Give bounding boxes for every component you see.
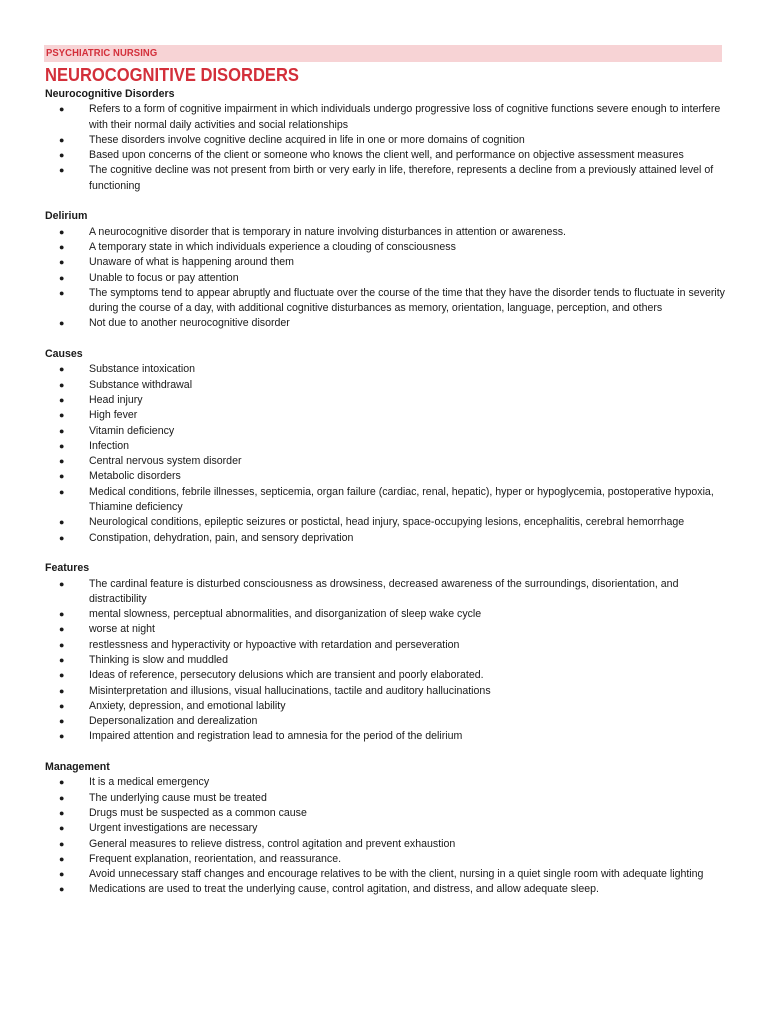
list-item-text: Substance withdrawal (89, 378, 193, 391)
page-title: NEUROCOGNITIVE DISORDERS (45, 65, 299, 85)
list-item (45, 668, 735, 683)
list-item (45, 240, 735, 255)
list-item (45, 714, 735, 729)
section-neurocognitive-disorders (45, 87, 735, 194)
list-item (45, 882, 735, 897)
list-item-text: Frequent explanation, reorientation, and reassurance. (89, 852, 342, 865)
bullet-list (45, 775, 735, 897)
list-item (45, 837, 735, 852)
list-item (45, 806, 735, 821)
list-item-text: Based upon concerns of the client or someone who knows the client well, and performance on objective assessment measures (89, 149, 684, 162)
list-item-text: General measures to relieve distress, control agitation and prevent exhaustion (89, 837, 456, 850)
bullet-icon: ● (59, 792, 65, 803)
bullet-icon: ● (59, 257, 65, 268)
bullet-icon: ● (59, 410, 65, 421)
list-item-text: Ideas of reference, persecutory delusions which are transient and poorly elaborated. (89, 669, 484, 682)
list-item (45, 454, 735, 469)
list-item-text: Substance intoxication (89, 363, 196, 376)
list-item (45, 439, 735, 454)
list-item-text: Impaired attention and registration lead to amnesia for the period of the delirium (89, 730, 463, 743)
list-item-text: Unaware of what is happening around them (89, 256, 294, 269)
bullet-icon: ● (59, 716, 65, 727)
section-heading: Management (45, 761, 110, 774)
bullet-icon: ● (59, 486, 65, 497)
list-item-text: A neurocognitive disorder that is temporary in nature involving disturbances in attention or awareness. (89, 225, 566, 238)
section-delirium (45, 209, 735, 331)
list-item (45, 821, 735, 836)
bullet-icon: ● (59, 379, 65, 390)
bullet-icon: ● (59, 532, 65, 543)
list-item-text: The underlying cause must be treated (89, 791, 267, 804)
bullet-icon: ● (59, 654, 65, 665)
list-item-text: Depersonalization and derealization (89, 715, 258, 728)
list-item-text: worse at night (89, 623, 155, 636)
section-heading: Causes (45, 348, 83, 361)
bullet-icon: ● (59, 150, 65, 161)
list-item (45, 577, 735, 608)
document-body (45, 87, 735, 898)
list-item-text: Urgent investigations are necessary (89, 822, 258, 835)
bullet-icon: ● (59, 440, 65, 451)
bullet-icon: ● (59, 318, 65, 329)
bullet-icon: ● (59, 394, 65, 405)
list-item (45, 867, 735, 882)
list-item (45, 729, 735, 744)
list-item (45, 271, 735, 286)
list-item-text: It is a medical emergency (89, 776, 210, 789)
list-item (45, 515, 735, 530)
list-item (45, 638, 735, 653)
list-item (45, 378, 735, 393)
list-item-text: Anxiety, depression, and emotional lability (89, 699, 286, 712)
list-item (45, 362, 735, 377)
bullet-icon: ● (59, 807, 65, 818)
list-item-text: Avoid unnecessary staff changes and encourage relatives to be with the client, nursing in a quiet single room with adequate lighting (89, 868, 704, 881)
list-item (45, 653, 735, 668)
list-item (45, 225, 735, 240)
section-heading: Delirium (45, 210, 88, 223)
bullet-icon: ● (59, 287, 65, 298)
bullet-list (45, 225, 735, 332)
list-item-text: Constipation, dehydration, pain, and sensory deprivation (89, 531, 354, 544)
list-item-text: The symptoms tend to appear abruptly and fluctuate over the course of the time that they have the disorder tends to fluctuate in severity during the course of a day, with additional cognitive disturbances as memory, orientation, language, perception, and others (89, 286, 725, 315)
list-item-text: Head injury (89, 393, 143, 406)
bullet-icon: ● (59, 471, 65, 482)
section-heading: Neurocognitive Disorders (45, 88, 175, 100)
list-item-text: Central nervous system disorder (89, 455, 242, 468)
bullet-icon: ● (59, 823, 65, 834)
list-item-text: Not due to another neurocognitive disorder (89, 317, 290, 330)
bullet-icon: ● (59, 578, 65, 589)
bullet-icon: ● (59, 272, 65, 283)
list-item-text: Vitamin deficiency (89, 424, 175, 437)
list-item (45, 424, 735, 439)
list-item-text: restlessness and hyperactivity or hypoactive with retardation and perseveration (89, 638, 460, 651)
list-item (45, 775, 735, 790)
list-item (45, 852, 735, 867)
bullet-list (45, 577, 735, 745)
bullet-icon: ● (59, 425, 65, 436)
list-item (45, 286, 735, 317)
bullet-list (45, 362, 735, 546)
bullet-icon: ● (59, 241, 65, 252)
list-item (45, 469, 735, 484)
list-item-text: These disorders involve cognitive decline acquired in life in one or more domains of cognition (89, 133, 525, 146)
bullet-icon: ● (59, 884, 65, 895)
section-causes (45, 347, 735, 546)
bullet-icon: ● (59, 838, 65, 849)
bullet-icon: ● (59, 700, 65, 711)
list-item-text: Medical conditions, febrile illnesses, septicemia, organ failure (cardiac, renal, hepatic), hyper or hypoglycemia, postoperative hypoxia, Thiamine deficiency (89, 485, 714, 514)
list-item-text: Misinterpretation and illusions, visual hallucinations, tactile and auditory hallucinations (89, 684, 491, 697)
list-item (45, 699, 735, 714)
bullet-icon: ● (59, 226, 65, 237)
list-item-text: Medications are used to treat the underlying cause, control agitation, and distress, and allow adequate sleep. (89, 883, 599, 896)
list-item-text: High fever (89, 409, 138, 422)
section-management (45, 760, 735, 898)
list-item (45, 791, 735, 806)
bullet-icon: ● (59, 853, 65, 864)
list-item (45, 607, 735, 622)
section-heading: Features (45, 562, 90, 575)
list-item-text: Metabolic disorders (89, 470, 181, 483)
bullet-icon: ● (59, 869, 65, 880)
list-item (45, 684, 735, 699)
list-item (45, 531, 735, 546)
list-item-text: Drugs must be suspected as a common cause (89, 806, 307, 819)
list-item-text: Thinking is slow and muddled (89, 653, 228, 666)
bullet-icon: ● (59, 134, 65, 145)
list-item (45, 133, 735, 148)
bullet-list (45, 102, 735, 194)
bullet-icon: ● (59, 517, 65, 528)
list-item-text: Refers to a form of cognitive impairment in which individuals undergo progressive loss of cognitive functions severe enough to interfere with their normal daily activities and social relationships (89, 103, 721, 131)
list-item (45, 255, 735, 270)
list-item (45, 316, 735, 331)
bullet-icon: ● (59, 364, 65, 375)
bullet-icon: ● (59, 639, 65, 650)
list-item-text: The cognitive decline was not present from birth or very early in life, therefore, represents a decline from a previously attained level of functioning (89, 164, 714, 192)
bullet-icon: ● (59, 609, 65, 620)
bullet-icon: ● (59, 685, 65, 696)
list-item-text: Neurological conditions, epileptic seizures or postictal, head injury, space-occupying lesions, encephalitis, cerebral hemorrhage (89, 516, 685, 529)
list-item-text: The cardinal feature is disturbed consciousness as drowsiness, decreased awareness of the surroundings, disorientation, and distractibility (89, 577, 679, 605)
list-item-text: Unable to focus or pay attention (89, 271, 239, 284)
list-item (45, 485, 735, 516)
section-features (45, 561, 735, 745)
list-item (45, 102, 735, 133)
bullet-icon: ● (59, 670, 65, 681)
bullet-icon: ● (59, 165, 65, 176)
list-item-text: mental slowness, perceptual abnormalities, and disorganization of sleep wake cycle (89, 608, 482, 621)
bullet-icon: ● (59, 777, 65, 788)
list-item (45, 408, 735, 423)
list-item (45, 622, 735, 637)
bullet-icon: ● (59, 731, 65, 742)
category-label: PSYCHIATRIC NURSING (46, 47, 158, 59)
list-item (45, 393, 735, 408)
bullet-icon: ● (59, 456, 65, 467)
bullet-icon: ● (59, 624, 65, 635)
list-item (45, 148, 735, 163)
list-item-text: Infection (89, 439, 130, 452)
bullet-icon: ● (59, 104, 65, 115)
list-item (45, 163, 735, 194)
list-item-text: A temporary state in which individuals experience a clouding of consciousness (89, 240, 456, 253)
